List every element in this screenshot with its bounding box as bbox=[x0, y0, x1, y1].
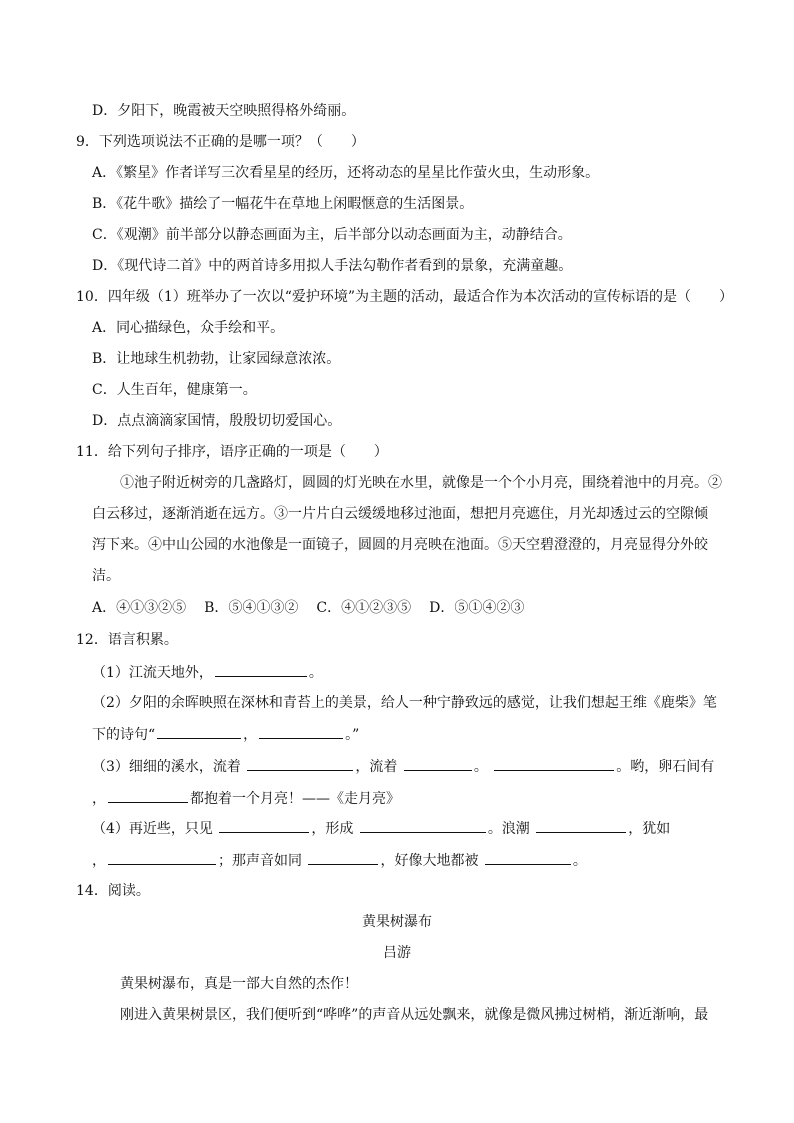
answer-blank[interactable] bbox=[157, 724, 241, 739]
q9-option-c: C．《观潮》前半部分以静态画面为主，后半部分以动态画面为主，动静结合。 bbox=[92, 227, 572, 243]
answer-blank[interactable] bbox=[219, 818, 309, 833]
answer-blank[interactable] bbox=[247, 756, 353, 771]
q11-option-d: D．⑤①④②③ bbox=[429, 600, 525, 616]
q12-p4-text: ，形成 bbox=[311, 821, 358, 837]
q10-stem: 10．四年级（1）班举办了一次以“爱护环境”为主题的活动，最适合作为本次活动的宣传标语的是（ ） bbox=[76, 289, 734, 305]
answer-blank[interactable] bbox=[308, 850, 378, 865]
q11-options bbox=[92, 598, 542, 618]
q11-option-b: B．⑤④①③② bbox=[204, 600, 299, 616]
article-paragraph: 黄果树瀑布，真是一部大自然的杰作！ bbox=[120, 976, 358, 992]
answer-blank[interactable] bbox=[536, 818, 626, 833]
q12-p4-text: ， bbox=[92, 853, 106, 869]
q12-p4-text: ；那声音如同 bbox=[218, 853, 307, 869]
q12-p4-text: 。浪潮 bbox=[487, 821, 535, 837]
q12-part2-line2 bbox=[92, 724, 359, 744]
q10-option-d: D．点点滴滴家国情，殷殷切切爱国心。 bbox=[92, 413, 342, 429]
q11-passage-line: ①池子附近树旁的几盏路灯，圆圆的灯光映在水里，就像是一个个小月亮，围绕着池中的月亮。② bbox=[120, 475, 722, 491]
q11-option-c: C．④①②③⑤ bbox=[316, 600, 412, 616]
answer-blank[interactable] bbox=[494, 756, 614, 771]
q12-p1-text: （1）江流天地外， bbox=[92, 665, 213, 681]
q12-p3-text: ，流着 bbox=[355, 759, 402, 775]
q12-p3-text: 。哟，卵石间有 bbox=[616, 759, 715, 775]
q12-p3-text: （3）细细的溪水，流着 bbox=[92, 759, 246, 775]
q12-p2-text: ， bbox=[243, 727, 258, 743]
answer-blank[interactable] bbox=[215, 662, 307, 677]
article-paragraph: 刚进入黄果树景区，我们便听到“哗哗”的声音从远处飘来，就像是微风拂过树梢，渐近渐响，最 bbox=[120, 1007, 709, 1023]
q12-p3-text: 。 bbox=[473, 759, 493, 775]
answer-blank[interactable] bbox=[485, 850, 571, 865]
q12-stem: 12．语言积累。 bbox=[76, 632, 178, 648]
q12-part3-line1 bbox=[92, 756, 714, 776]
q12-p3-text: ， bbox=[92, 791, 106, 807]
q10-option-c: C．人生百年，健康第一。 bbox=[92, 382, 257, 398]
q12-p3-text: 都抱着一个月亮！——《走月亮》 bbox=[190, 791, 400, 807]
q12-p4-text: （4）再近些，只见 bbox=[92, 821, 218, 837]
article-author: 吕游 bbox=[383, 945, 411, 961]
q12-p2-text: 。” bbox=[345, 727, 360, 743]
answer-blank[interactable] bbox=[108, 850, 216, 865]
answer-blank[interactable] bbox=[259, 724, 343, 739]
answer-blank[interactable] bbox=[360, 818, 486, 833]
q11-passage-line: 洁。 bbox=[92, 568, 120, 584]
answer-blank[interactable] bbox=[108, 788, 188, 803]
q12-part4-line1 bbox=[92, 818, 670, 838]
q8-option-d: D．夕阳下，晚霞被天空映照得格外绮丽。 bbox=[92, 103, 356, 119]
answer-blank[interactable] bbox=[404, 756, 472, 771]
q11-stem: 11．给下列句子排序，语序正确的一项是（ ） bbox=[76, 444, 388, 460]
q10-option-a: A．同心描绿色，众手绘和平。 bbox=[92, 320, 285, 336]
q9-option-d: D．《现代诗二首》中的两首诗多用拟人手法勾勒作者看到的景象，充满童趣。 bbox=[92, 258, 573, 274]
q9-stem: 9．下列选项说法不正确的是哪一项？（ ） bbox=[76, 134, 365, 150]
q12-p2-text: 下的诗句“ bbox=[92, 727, 156, 743]
q10-option-b: B．让地球生机勃勃，让家园绿意浓浓。 bbox=[92, 351, 341, 367]
q12-p4-text: ，犹如 bbox=[628, 821, 671, 837]
q11-option-a: A．④①③②⑤ bbox=[92, 600, 187, 616]
q12-part1 bbox=[92, 662, 323, 682]
q12-part4-line2 bbox=[92, 850, 587, 870]
q12-part2-line1: （2）夕阳的余晖映照在深林和青苔上的美景，给人一种宁静致远的感觉，让我们想起王维《鹿柴》笔 bbox=[92, 695, 717, 711]
q12-p4-text: ，好像大地都被 bbox=[380, 853, 483, 869]
q9-option-b: B．《花牛歌》描绘了一幅花牛在草地上闲暇惬意的生活图景。 bbox=[92, 196, 474, 212]
article-title: 黄果树瀑布 bbox=[362, 914, 432, 930]
q14-stem: 14．阅读。 bbox=[76, 883, 150, 899]
q12-part3-line2 bbox=[92, 788, 400, 808]
q11-passage-line: 泻下来。④中山公园的水池像是一面镜子，圆圆的月亮映在池面。⑤天空碧澄澄的，月亮显得分外皎 bbox=[92, 537, 708, 553]
q9-option-a: A．《繁星》作者详写三次看星星的经历，还将动态的星星比作萤火虫，生动形象。 bbox=[92, 165, 600, 181]
q11-passage-line: 白云移过，逐渐消逝在远方。③一片片白云缓缓地移过池面，想把月亮遮住，月光却透过云的空隙倾 bbox=[92, 506, 708, 522]
q12-p4-text: 。 bbox=[572, 853, 587, 869]
q12-p1-text: 。 bbox=[308, 665, 323, 681]
